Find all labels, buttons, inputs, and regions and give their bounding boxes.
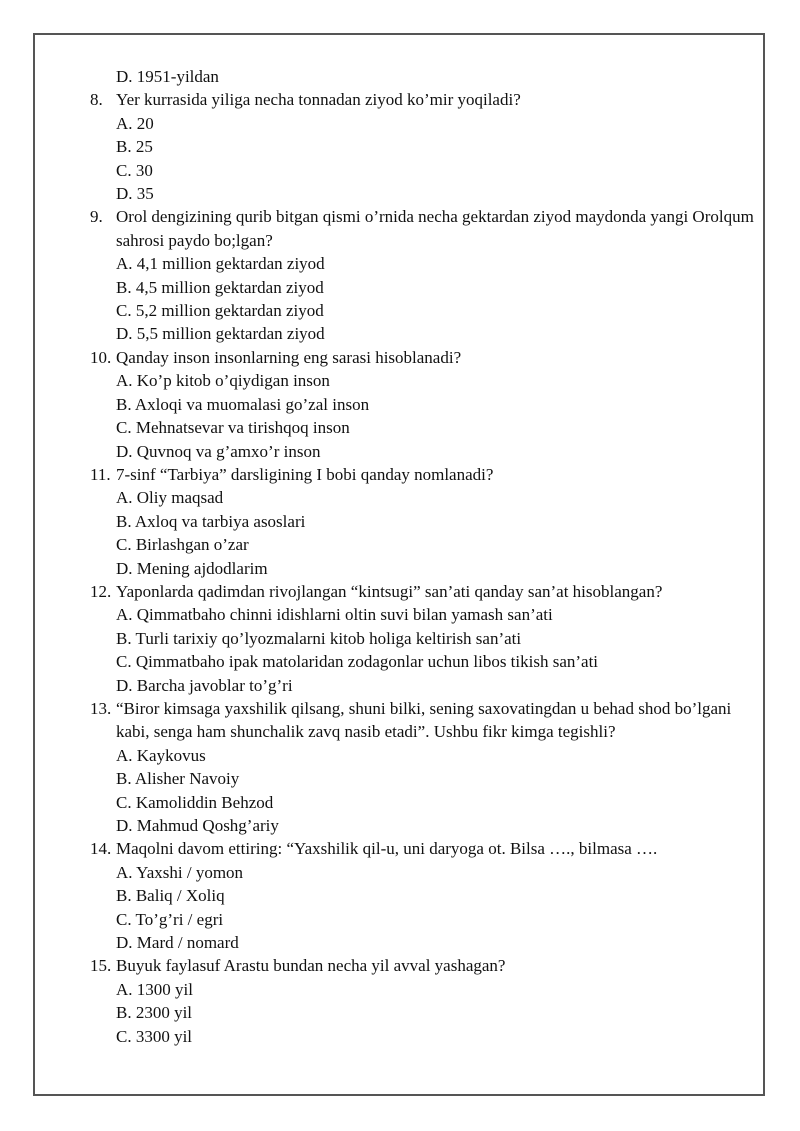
answer-option: C. Qimmatbaho ipak matolaridan zodagonlar uchun libos tikish san’ati [116,652,599,672]
answer-option: A. 1300 yil [116,979,193,999]
answer-option: C. Birlashgan o’zar [116,535,249,555]
answer-option: C. Mehnatsevar va tirishqoq inson [116,418,350,438]
answer-option: B. 4,5 million gektardan ziyod [116,277,324,297]
answer-option: D. Mening ajdodlarim [116,558,268,578]
answer-option: A. 4,1 million gektardan ziyod [116,254,325,274]
question-11 [90,463,760,486]
question-number: 11. [90,464,111,484]
answer-option: B. Axloq va tarbiya asoslari [116,511,306,531]
question-list [90,65,760,1048]
answer-option: D. Mahmud Qoshg’ariy [116,816,279,835]
answer-option: B. Turli tarixiy qo’lyozmalarni kitob holiga keltirish san’ati [116,628,522,648]
answer-option: A. Kaykovus [116,745,206,765]
question-12 [90,580,760,603]
answer-option: A. Ko’p kitob o’qiydigan inson [116,371,330,391]
answer-option: C. 30 [116,160,153,180]
question-text: Qanday inson insonlarning eng sarasi hisoblanadi? [116,347,462,367]
question-13 [90,697,760,744]
answer-option: D. 5,5 million gektardan ziyod [116,324,325,344]
answer-option: B. Alisher Navoiy [116,769,240,789]
answer-option: D. Mard / nomard [116,933,239,953]
answer-option: A. Yaxshi / yomon [116,862,244,882]
answer-option: B. 2300 yil [116,1003,193,1023]
answer-option: D. 35 [116,184,154,204]
question-text: Buyuk faylasuf Arastu bundan necha yil avval yashagan? [116,956,506,976]
question-number: 8. [90,90,103,110]
answer-option: C. To’g’ri / egri [116,909,224,929]
answer-option: B. Axloqi va muomalasi go’zal inson [116,394,370,414]
question-number: 13. [90,698,112,718]
answer-option: C. Kamoliddin Behzod [116,792,274,812]
question-number: 15. [90,956,112,976]
answer-option: D. Quvnoq va g’amxo’r inson [116,441,321,461]
question-9 [90,205,760,252]
question-number: 10. [90,347,112,367]
answer-option: A. 20 [116,113,154,133]
answer-option: C. 3300 yil [116,1026,193,1046]
question-15 [90,954,760,977]
question-text: “Biror kimsaga yaxshilik qilsang, shuni bilki, sening saxovatingdan u behad shod bo’lgani kabi, senga ham shunchalik zavq nasib etadi”. Ushbu fikr kimga tegishli? [116,698,732,742]
question-text: Orol dengizining qurib bitgan qismi o’rnida necha gektardan ziyod maydonda yangi Orolqum sahrosi paydo bo;lgan? [116,207,754,250]
answer-option: B. 25 [116,137,153,157]
question-text: 7-sinf “Tarbiya” darsligining I bobi qanday nomlanadi? [116,464,494,484]
question-number: 12. [90,581,112,601]
answer-option: C. 5,2 million gektardan ziyod [116,301,324,321]
question-text: Maqolni davom ettiring: “Yaxshilik qil-u, uni daryoga ot. Bilsa …., bilmasa …. [116,839,658,859]
answer-option: D. Barcha javoblar to’g’ri [116,675,293,695]
question-text: Yer kurrasida yiliga necha tonnadan ziyod ko’mir yoqiladi? [116,90,521,110]
answer-option: A. Qimmatbaho chinni idishlarni oltin suvi bilan yamash san’ati [116,605,553,625]
question-number: 14. [90,839,112,859]
question-number: 9. [90,207,103,227]
question-14 [90,837,760,860]
question-text: Yaponlarda qadimdan rivojlangan “kintsugi” san’ati qanday san’at hisoblangan? [116,581,663,601]
question-8 [90,88,760,111]
answer-option: B. Baliq / Xoliq [116,886,225,906]
leading-option: D. 1951-yildan [116,67,219,86]
question-10 [90,346,760,369]
answer-option: A. Oliy maqsad [116,488,224,508]
